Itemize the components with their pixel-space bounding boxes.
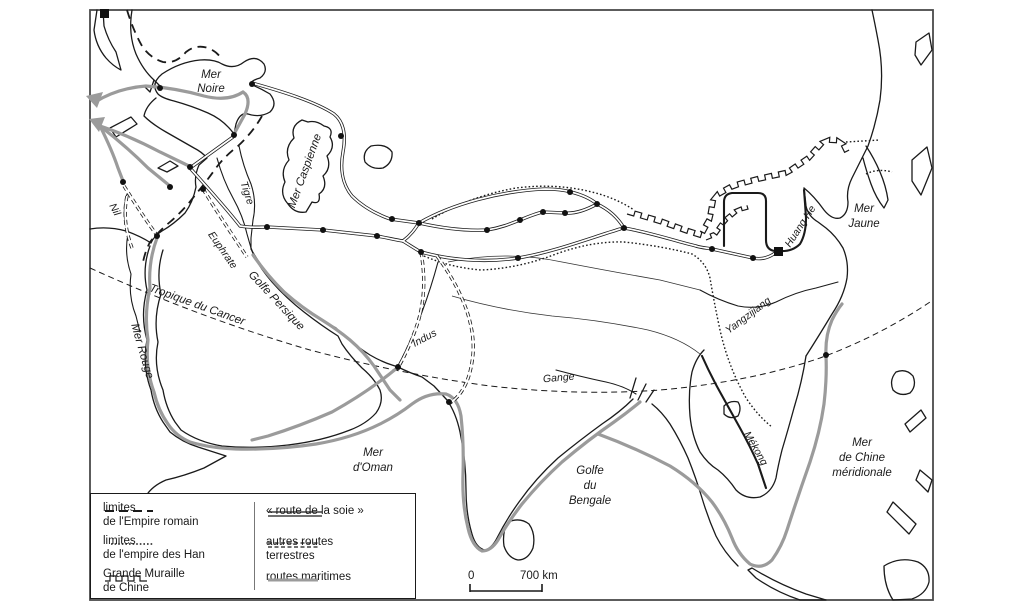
label-mer-chine-3: méridionale [832, 467, 892, 479]
silk-road-segment-inner-6 [597, 204, 775, 259]
label-mer-jaune: Mer [854, 203, 874, 215]
island-japan-south [912, 147, 932, 195]
label-huang-he: Huang He [782, 203, 819, 250]
lake-aral [364, 145, 392, 168]
han-limit-northeast [846, 140, 880, 142]
city-dot [484, 227, 490, 233]
roman-limit-north [127, 10, 222, 62]
han-limit-south [424, 242, 772, 427]
scale-bar-line [462, 581, 562, 595]
label-golfe-bengale-2: du [583, 480, 597, 492]
map-labels [106, 69, 891, 507]
great-wall-inner [706, 205, 748, 240]
plateau-line-south [452, 296, 700, 354]
river-mekong [702, 356, 766, 488]
sea-route-levant-1 [100, 126, 189, 166]
city-dot [231, 132, 237, 138]
label-golfe-persique: Golfe Persique [245, 269, 307, 333]
city-dot [594, 201, 600, 207]
coast-iran-makran [251, 249, 398, 367]
capital-square-west [100, 9, 109, 18]
silk-road-segment-outer-7 [252, 83, 419, 223]
legend-item-maritime-routes [266, 571, 351, 585]
sea-route-oman-cross [252, 368, 397, 440]
city-dot [374, 233, 380, 239]
great-wall-symbol [103, 571, 155, 585]
city-dot [395, 364, 401, 370]
label-mer-rouge: Mer Rouge [128, 322, 156, 381]
city-dot [567, 189, 573, 195]
legend-han-line2: de l'empire des Han [103, 548, 205, 561]
island-hainan [892, 371, 915, 395]
city-dot [157, 85, 163, 91]
city-dot [416, 220, 422, 226]
han-empire-limits [424, 140, 892, 427]
legend-item-great-wall [103, 568, 185, 596]
island-sliver [905, 410, 926, 432]
label-mer-noire-2: Noire [197, 83, 225, 95]
city-dot [187, 164, 193, 170]
label-tropique: Tropique du Cancer [147, 282, 247, 329]
silk-road-segment-inner-7 [252, 83, 419, 223]
sea-route-levant-2 [100, 126, 170, 186]
legend-roman-line1: limites [103, 502, 136, 514]
silk-road-segment-outer-6 [597, 204, 775, 259]
legend-wall-line1: Grande Muraille [103, 568, 185, 580]
label-mekong: Mékong [741, 429, 771, 468]
label-gange: Gange [542, 370, 575, 386]
city-dot [540, 209, 546, 215]
city-dot [120, 179, 126, 185]
city-dot [338, 133, 344, 139]
legend-other-line2: terrestres [266, 549, 315, 562]
city-dot [446, 399, 452, 405]
silk-road-symbol [266, 508, 324, 520]
island-small-east [916, 470, 932, 492]
label-mer-caspienne: Mer Caspienne [286, 132, 325, 210]
han-limits-symbol [103, 538, 155, 550]
label-mer-jaune-2: Jaune [848, 218, 880, 230]
sea-route-black-sea [95, 86, 248, 134]
scale-end-label: 700 km [520, 570, 558, 582]
scale-start-label: 0 [468, 570, 475, 582]
great-wall [627, 137, 849, 240]
city-dot [320, 227, 326, 233]
silk-road-segment-inner-2 [403, 241, 421, 252]
legend-maritime-line1: routes maritimes [266, 571, 351, 583]
legend-box [90, 493, 416, 599]
label-mer-oman: Mer [363, 447, 383, 459]
label-golfe-bengale: Golfe [576, 465, 604, 477]
legend-item-han-limits [103, 535, 205, 563]
capital-square-east [774, 247, 783, 256]
island-borneo [884, 560, 929, 600]
label-mer-noire: Mer [201, 69, 221, 81]
island-japan-north [915, 33, 932, 65]
sea-route-malacca-china [598, 304, 842, 566]
legend-item-roman-limits [103, 502, 199, 530]
island-philippines [887, 502, 916, 534]
label-euphrate: Euphrate [205, 229, 240, 272]
other-routes-symbol [266, 539, 324, 551]
other-route-segment-inner-2 [124, 186, 156, 234]
city-dot [154, 233, 160, 239]
city-dot [389, 216, 395, 222]
legend-item-other-routes [266, 536, 333, 564]
city-dot [515, 255, 521, 261]
city-dots [120, 81, 829, 405]
sea-route-persian-gulf [253, 255, 400, 400]
silk-road-segment-outer-4 [419, 204, 597, 230]
legend-other-line1: autres routes [266, 536, 334, 548]
maritime-routes-symbol [266, 574, 324, 586]
island-sumatra [748, 568, 826, 600]
silk-road-segment-inner-8 [190, 137, 233, 168]
coast-korea [863, 146, 888, 208]
city-dot [750, 255, 756, 261]
other-route-segment-outer-0 [399, 252, 424, 366]
label-golfe-bengale-3: Bengale [568, 495, 612, 507]
river-indus [398, 262, 438, 366]
city-dot [167, 184, 173, 190]
legend-roman-line2: de l'Empire romain [103, 515, 199, 528]
label-yangzijiang: Yangzijiang [723, 294, 774, 337]
city-dot [621, 225, 627, 231]
city-dot [200, 186, 206, 192]
city-dot [249, 81, 255, 87]
city-dot [562, 210, 568, 216]
island-cyprus [158, 161, 178, 172]
scale-bar [462, 570, 592, 598]
city-dot [823, 352, 829, 358]
label-indus: Indus [410, 327, 439, 350]
coast-italy [94, 10, 121, 70]
tropic-of-cancer-line [90, 268, 933, 392]
city-dot [418, 249, 424, 255]
legend-han-line1: limites [103, 535, 136, 547]
other-route-segment-inner-3 [125, 196, 132, 248]
ganges-delta [630, 378, 654, 402]
legend-item-silk-road [266, 505, 364, 519]
label-mer-chine: Mer [852, 437, 872, 449]
great-wall-outer [627, 137, 849, 237]
label-tigre: Tigre [237, 179, 257, 207]
city-dot [709, 246, 715, 252]
city-dot [517, 217, 523, 223]
coast-indochina [689, 350, 806, 498]
legend-silk-line1: « route de la soie » [266, 505, 364, 517]
legend-wall-line2: de Chine [103, 581, 150, 594]
roman-limits-symbol [103, 505, 155, 517]
label-mer-chine-2: de Chine [838, 452, 886, 464]
coast-bohai-northeast [804, 10, 882, 218]
label-nil: Nil [106, 201, 123, 218]
city-dot [264, 224, 270, 230]
label-mer-oman-2: d'Oman [353, 462, 393, 474]
legend-divider [254, 502, 255, 590]
